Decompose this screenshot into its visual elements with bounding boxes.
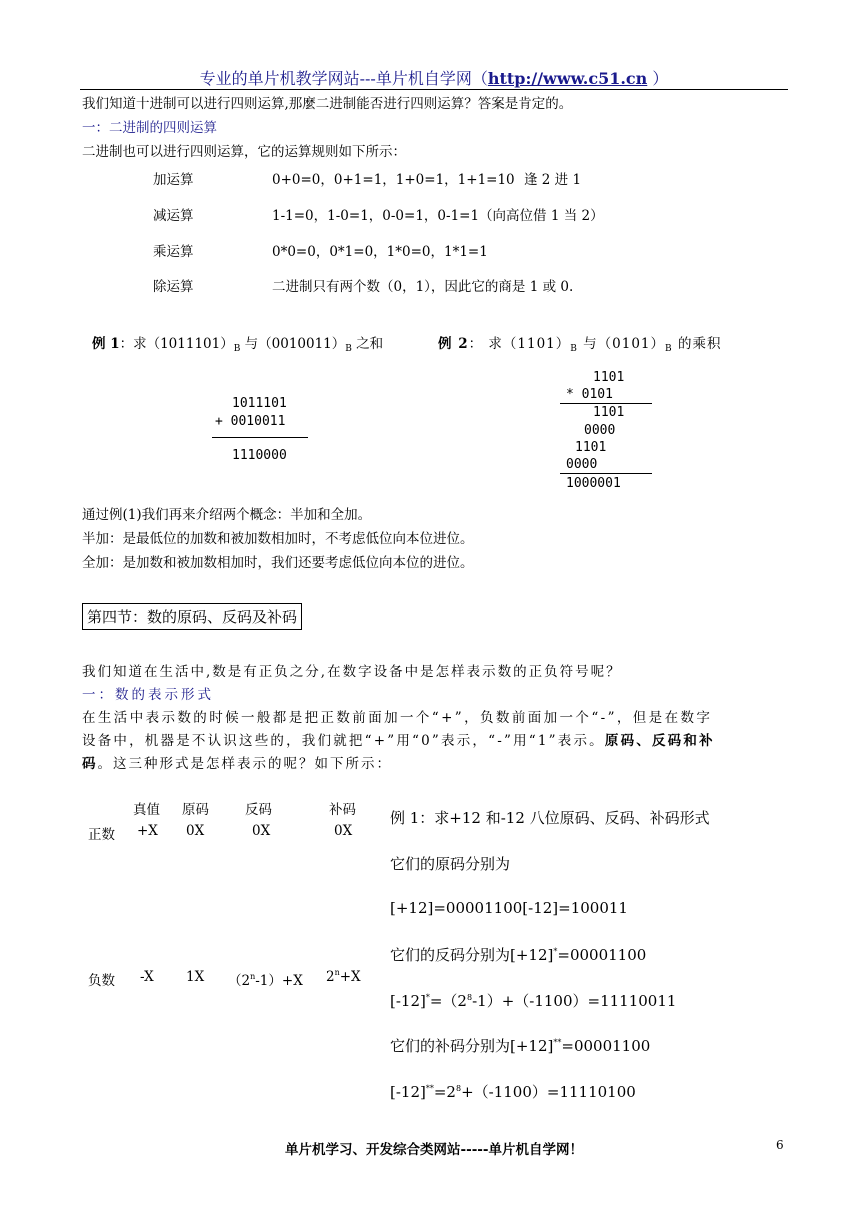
table-cell: -X <box>140 969 154 985</box>
mult-line: 1101 <box>575 440 607 455</box>
header-text: 专业的单片机教学网站---单片机自学网（ <box>199 69 488 88</box>
header-suffix: ） <box>647 69 669 88</box>
table-cell: +X <box>137 823 158 839</box>
rule-text: 0*0=0，0*1=0，1*0=0，1*1=1 <box>272 244 488 260</box>
page-header <box>0 66 868 89</box>
example3-line: 它们的补码分别为[+12]**=00001100 <box>390 1037 651 1055</box>
rule-name: 乘运算 <box>153 244 194 260</box>
mult-line: * 0101 <box>566 387 613 402</box>
header-rule <box>80 89 788 90</box>
rule-text: 二进制只有两个数（0，1），因此它的商是 1 或 0. <box>272 279 574 295</box>
page-number: 6 <box>776 1138 784 1152</box>
row-label: 正数 <box>88 827 115 843</box>
section1-lead: 二进制也可以进行四则运算，它的运算规则如下所示： <box>82 144 406 160</box>
table-cell: 0X <box>252 823 271 839</box>
row-label: 负数 <box>88 973 115 989</box>
page-footer: 单片机学习、开发综合类网站-----单片机自学网！ <box>284 1142 583 1158</box>
table-cell: 0X <box>186 823 205 839</box>
addend-2: + 0010011 <box>215 414 286 429</box>
intro-text: 我们知道十进制可以进行四则运算,那麼二进制能否进行四则运算？答案是肯定的。 <box>82 96 573 112</box>
example3-title: 例 1：求+12 和-12 八位原码、反码、补码形式 <box>390 809 710 827</box>
rule-name: 加运算 <box>153 172 194 188</box>
rule-note: 逢 2 进 1 <box>524 172 582 188</box>
table-cell: $(2^n-1)+X$ <box>228 972 303 989</box>
mult-line: 1101 <box>593 370 625 385</box>
table-header: 反码 <box>245 802 272 818</box>
sum-result: 1110000 <box>232 448 287 463</box>
section4-para: 码。这三种形式是怎样表示的呢？如下所示： <box>82 756 392 772</box>
example3-line: $[-12]^*=(2^8-1)+(-1100)=11110011$ <box>390 992 677 1010</box>
mult-rule <box>560 403 652 404</box>
table-header: 补码 <box>329 802 356 818</box>
rule-text: 1-1=0，1-0=1，0-0=1，0-1=1（向高位借 1 当 2） <box>272 208 604 224</box>
concept-half: 半加：是最低位的加数和被加数相加时，不考虑低位向本位进位。 <box>82 531 474 547</box>
section4-title: 第四节：数的原码、反码及补码 <box>82 603 302 630</box>
mult-result: 1000001 <box>566 476 621 491</box>
section4-question: 我们知道在生活中,数是有正负之分,在数字设备中是怎样表示数的正负符号呢？ <box>82 664 622 680</box>
table-cell: 0X <box>334 823 353 839</box>
table-cell: $2^n+X$ <box>326 968 361 985</box>
mult-line: 0000 <box>584 423 616 438</box>
example1-heading: 例 1：求$(1011101)_B$ 与$(0010011)_B$ 之和 <box>92 336 384 354</box>
table-header: 真值 <box>133 802 160 818</box>
addend-1: 1011101 <box>232 396 287 411</box>
section4-heading: 一：数的表示形式 <box>82 687 214 703</box>
section1-heading: 一：二进制的四则运算 <box>82 120 217 136</box>
sum-rule <box>212 437 308 438</box>
mult-line: 0000 <box>566 457 598 472</box>
example3-line: $[-12]^{**}=2^8+(-1100)=11110100$ <box>390 1083 636 1101</box>
section4-para: 在生活中表示数的时候一般都是把正数前面加一个“+”，负数前面加一个“-”，但是在数字 <box>82 710 713 726</box>
example3-line: [+12]=00001100[-12]=100011 <box>390 899 628 917</box>
example3-line: 它们的原码分别为 <box>390 855 511 873</box>
example3-line: 它们的反码分别为[+12]*=00001100 <box>390 946 647 964</box>
example2-heading: 例 2： 求$(1101)_B$ 与$(0101)_B$ 的乘积 <box>438 336 722 354</box>
rule-name: 减运算 <box>153 208 194 224</box>
section4-para: 设备中，机器是不认识这些的，我们就把“+”用“0”表示，“-”用“1”表示。原码、反码和补 <box>82 733 715 749</box>
site-link[interactable]: http://www.c51.cn <box>487 69 648 88</box>
concept-intro: 通过例(1)我们再来介绍两个概念：半加和全加。 <box>82 507 372 523</box>
rule-name: 除运算 <box>153 279 194 295</box>
mult-rule <box>560 473 652 474</box>
rule-text: 0+0=0，0+1=1，1+0=1，1+1=10 <box>272 172 515 188</box>
table-header: 原码 <box>182 802 209 818</box>
concept-full: 全加：是加数和被加数相加时，我们还要考虑低位向本位的进位。 <box>82 555 474 571</box>
mult-line: 1101 <box>593 405 625 420</box>
table-cell: 1X <box>186 969 205 985</box>
